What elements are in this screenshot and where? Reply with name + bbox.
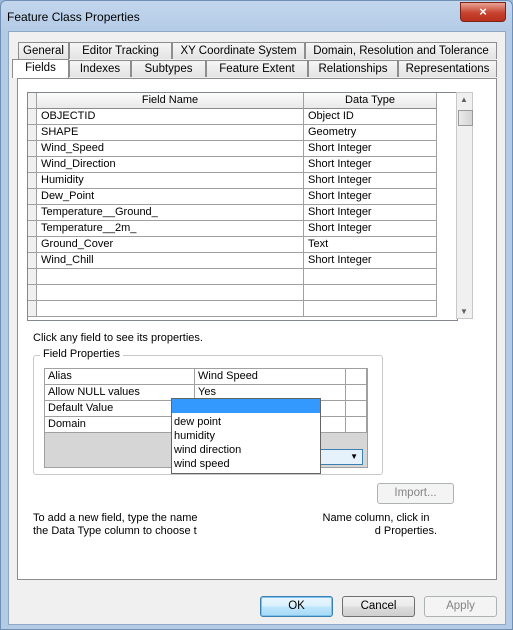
scroll-down-icon[interactable]: ▼ [460,307,468,316]
fields-grid-scrollbar[interactable] [456,92,473,319]
row-selector[interactable] [28,109,37,125]
tab-indexes[interactable]: Indexes [69,60,131,77]
column-header-data-type[interactable]: Data Type [304,93,437,109]
table-row[interactable] [28,157,457,173]
dialog-client [8,31,506,625]
row-selector[interactable] [28,269,37,285]
data-type-cell[interactable] [304,301,437,317]
row-selector[interactable] [28,157,37,173]
dropdown-option[interactable] [172,399,320,413]
table-row[interactable] [28,189,457,205]
property-extra-cell [346,417,367,433]
property-value[interactable]: Wind Speed [195,369,346,385]
table-row[interactable] [28,221,457,237]
scroll-up-icon[interactable]: ▲ [460,95,468,104]
tab-editor-tracking[interactable]: Editor Tracking [69,42,172,59]
table-row[interactable] [28,237,457,253]
window-title: Feature Class Properties [7,10,140,24]
field-name-cell[interactable] [37,269,304,285]
row-selector[interactable] [28,125,37,141]
table-row[interactable] [28,285,457,301]
data-type-cell[interactable] [304,285,437,301]
import-button[interactable]: Import... [377,483,454,504]
field-name-cell[interactable]: Wind_Speed [37,141,304,157]
property-extra-cell [346,401,367,417]
data-type-cell[interactable]: Short Integer [304,157,437,173]
property-name: Domain [45,417,195,433]
chevron-down-icon[interactable]: ▼ [350,452,358,461]
instructions-line2-right: d Properties. [374,525,438,537]
table-row[interactable] [28,269,457,285]
data-type-cell[interactable]: Object ID [304,109,437,125]
data-type-cell[interactable]: Short Integer [304,205,437,221]
property-extra-cell [346,385,367,401]
field-name-cell[interactable]: Wind_Chill [37,253,304,269]
table-row[interactable] [28,301,457,317]
row-selector[interactable] [28,237,37,253]
field-name-cell[interactable]: SHAPE [37,125,304,141]
row-selector[interactable] [28,189,37,205]
row-selector[interactable] [28,205,37,221]
close-icon: × [479,4,487,19]
row-selector[interactable] [28,221,37,237]
close-button[interactable] [460,2,506,22]
data-type-cell[interactable]: Short Integer [304,221,437,237]
dropdown-option[interactable]: wind direction [174,444,242,456]
instructions-line1-right: Name column, click in [322,512,430,524]
property-name: Allow NULL values [45,385,195,401]
table-row[interactable] [28,173,457,189]
apply-button[interactable]: Apply [424,596,497,617]
property-extra-cell [346,369,367,385]
data-type-cell[interactable]: Short Integer [304,253,437,269]
data-type-cell[interactable]: Geometry [304,125,437,141]
table-row[interactable] [28,141,457,157]
tab-subtypes[interactable]: Subtypes [131,60,206,77]
tab-xy-coordinate-system[interactable]: XY Coordinate System [172,42,305,59]
row-selector[interactable] [28,301,37,317]
title-bar[interactable] [1,1,512,31]
tab-representations[interactable]: Representations [398,60,497,77]
table-row[interactable] [28,125,457,141]
field-name-cell[interactable]: OBJECTID [37,109,304,125]
tab-fields[interactable]: Fields [12,59,69,78]
row-selector[interactable] [28,253,37,269]
tab-relationships[interactable]: Relationships [308,60,398,77]
fields-hint-text: Click any field to see its properties. [33,332,203,344]
dropdown-option[interactable]: humidity [174,430,215,442]
cancel-button[interactable]: Cancel [342,596,415,617]
grid-header-row [28,93,457,109]
property-name: Default Value [45,401,195,417]
field-name-cell[interactable]: Wind_Direction [37,157,304,173]
instructions-line1-left: To add a new field, type the name [33,512,198,524]
field-name-cell[interactable]: Humidity [37,173,304,189]
field-properties-label: Field Properties [40,348,123,360]
field-name-cell[interactable] [37,285,304,301]
data-type-cell[interactable]: Short Integer [304,173,437,189]
row-selector[interactable] [28,141,37,157]
field-name-cell[interactable]: Temperature__2m_ [37,221,304,237]
fields-tab-panel [17,78,497,580]
fields-grid[interactable] [27,92,458,321]
property-value[interactable]: Yes [195,385,346,401]
data-type-cell[interactable]: Text [304,237,437,253]
table-row[interactable] [28,205,457,221]
instructions-text [33,512,493,538]
data-type-cell[interactable] [304,269,437,285]
instructions-line2-left: the Data Type column to choose t [33,525,197,537]
property-name: Alias [45,369,195,385]
dropdown-option[interactable]: wind speed [174,458,230,470]
tab-feature-extent[interactable]: Feature Extent [206,60,308,77]
tab-domain-resolution-tolerance[interactable]: Domain, Resolution and Tolerance [305,42,497,59]
data-type-cell[interactable]: Short Integer [304,189,437,205]
property-row-alias [45,369,367,385]
field-name-cell[interactable]: Temperature__Ground_ [37,205,304,221]
data-type-cell[interactable]: Short Integer [304,141,437,157]
row-selector[interactable] [28,285,37,301]
row-selector[interactable] [28,173,37,189]
ok-button[interactable]: OK [260,596,333,617]
dropdown-option[interactable]: dew point [174,416,222,428]
scroll-thumb[interactable] [458,110,473,126]
field-name-cell[interactable]: Ground_Cover [37,237,304,253]
tab-general[interactable]: General [18,42,69,59]
domain-dropdown-list[interactable] [171,398,321,474]
field-name-cell[interactable]: Dew_Point [37,189,304,205]
field-name-cell[interactable] [37,301,304,317]
table-row[interactable] [28,253,457,269]
column-header-field-name[interactable]: Field Name [37,93,304,109]
table-row[interactable] [28,109,457,125]
row-selector [28,93,37,109]
